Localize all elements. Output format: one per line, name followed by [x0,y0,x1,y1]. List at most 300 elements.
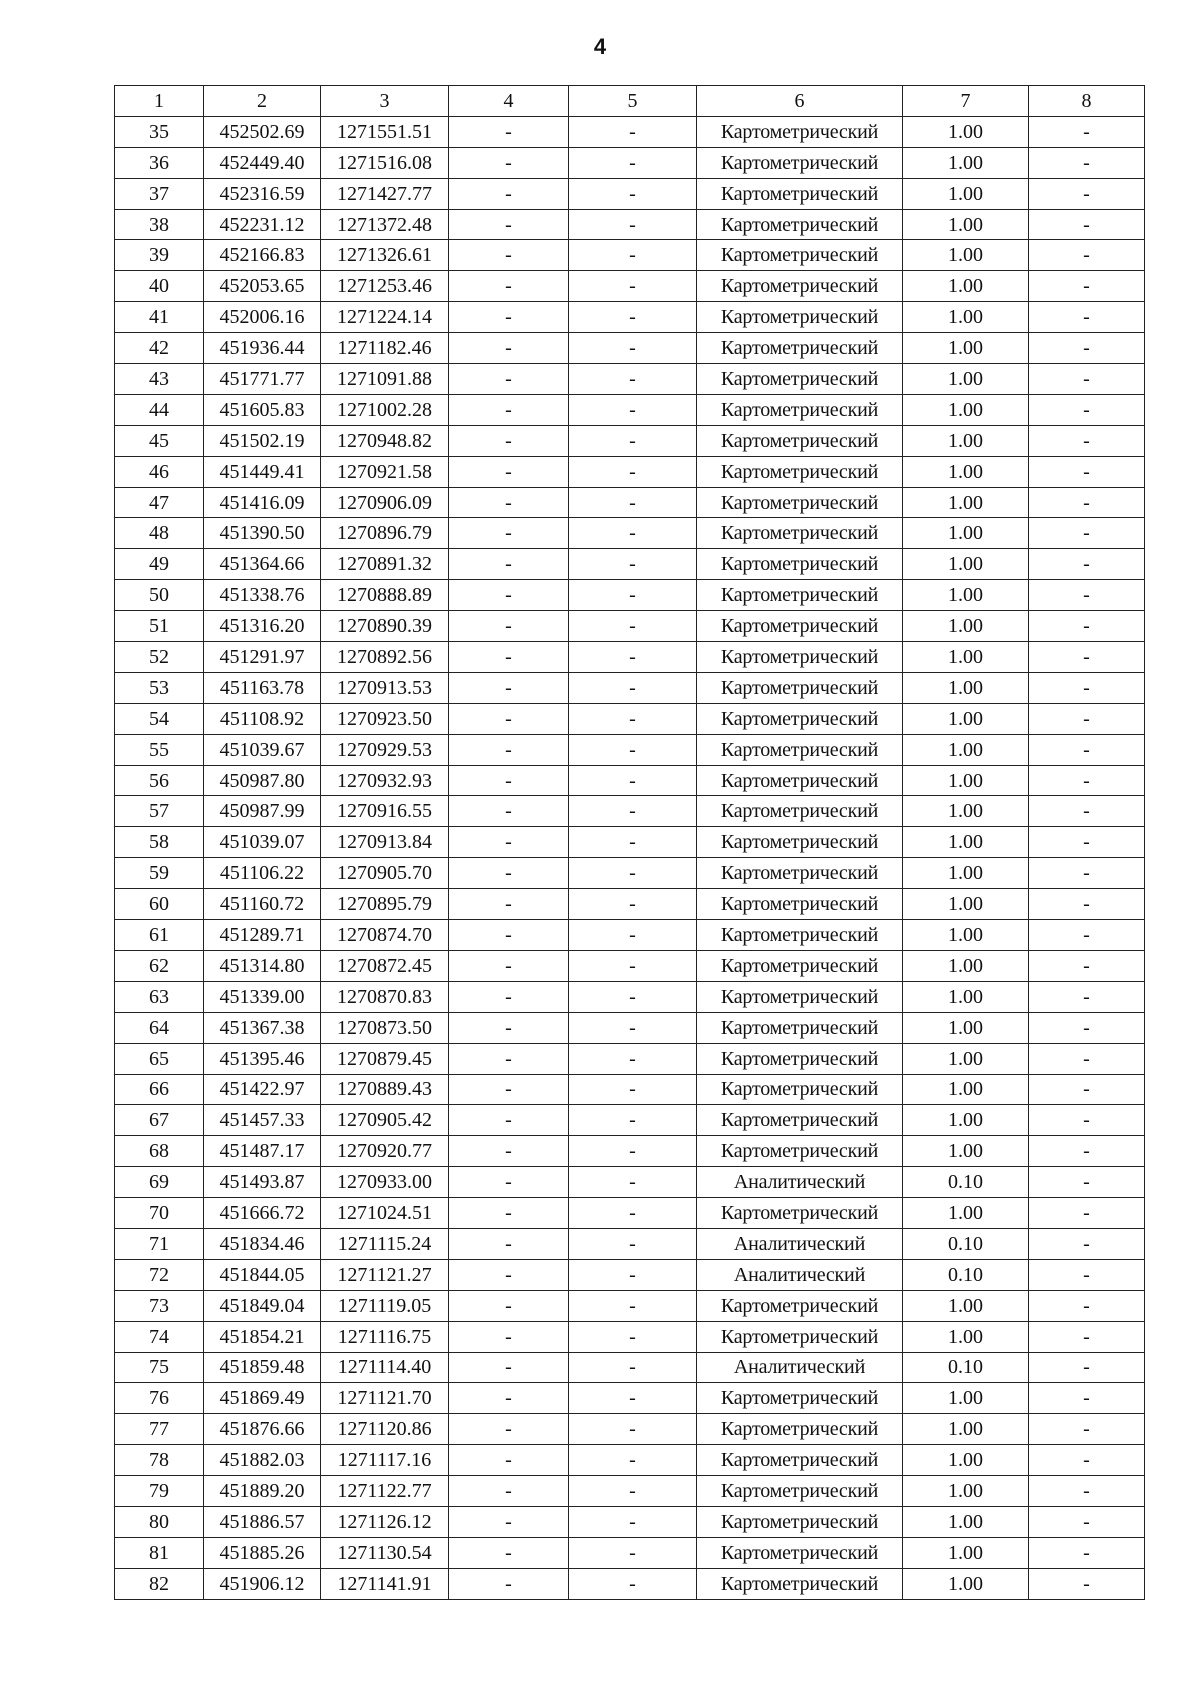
cell-accuracy: 1.00 [903,1012,1029,1043]
cell-method: Картометрический [697,549,903,580]
cell-col-5: - [569,1321,697,1352]
cell-col-8: - [1029,1537,1145,1568]
cell-accuracy: 1.00 [903,1537,1029,1568]
cell-method: Картометрический [697,642,903,673]
cell-method: Аналитический [697,1259,903,1290]
cell-accuracy: 1.00 [903,1074,1029,1105]
cell-point-number: 51 [115,611,204,642]
cell-method: Картометрический [697,950,903,981]
cell-point-number: 57 [115,796,204,827]
table-row [115,611,1145,642]
cell-accuracy: 1.00 [903,1383,1029,1414]
cell-accuracy: 1.00 [903,1105,1029,1136]
cell-x-coordinate: 451339.00 [204,981,321,1012]
table-row [115,425,1145,456]
cell-x-coordinate: 452166.83 [204,240,321,271]
cell-method: Картометрический [697,487,903,518]
cell-accuracy: 1.00 [903,827,1029,858]
cell-accuracy: 1.00 [903,1476,1029,1507]
cell-y-coordinate: 1270913.53 [321,672,449,703]
cell-col-5: - [569,611,697,642]
cell-y-coordinate: 1271551.51 [321,116,449,147]
cell-col-8: - [1029,209,1145,240]
table-row [115,1198,1145,1229]
cell-col-4: - [449,1228,569,1259]
table-row [115,889,1145,920]
table-row [115,1167,1145,1198]
cell-col-8: - [1029,1228,1145,1259]
cell-method: Картометрический [697,394,903,425]
cell-col-5: - [569,456,697,487]
cell-col-5: - [569,394,697,425]
cell-col-8: - [1029,765,1145,796]
cell-method: Картометрический [697,1476,903,1507]
cell-x-coordinate: 451449.41 [204,456,321,487]
cell-method: Картометрический [697,333,903,364]
cell-x-coordinate: 451886.57 [204,1506,321,1537]
cell-y-coordinate: 1271427.77 [321,178,449,209]
cell-col-4: - [449,1352,569,1383]
cell-y-coordinate: 1270921.58 [321,456,449,487]
cell-method: Аналитический [697,1228,903,1259]
cell-accuracy: 1.00 [903,302,1029,333]
table-row [115,642,1145,673]
table-row [115,116,1145,147]
cell-col-5: - [569,1167,697,1198]
cell-method: Картометрический [697,981,903,1012]
cell-col-5: - [569,1074,697,1105]
cell-accuracy: 1.00 [903,672,1029,703]
cell-y-coordinate: 1270916.55 [321,796,449,827]
cell-col-4: - [449,487,569,518]
cell-accuracy: 1.00 [903,642,1029,673]
cell-x-coordinate: 451395.46 [204,1043,321,1074]
cell-accuracy: 1.00 [903,240,1029,271]
table-row [115,487,1145,518]
cell-point-number: 73 [115,1290,204,1321]
cell-col-5: - [569,518,697,549]
cell-col-8: - [1029,240,1145,271]
cell-point-number: 61 [115,920,204,951]
cell-x-coordinate: 451314.80 [204,950,321,981]
cell-y-coordinate: 1271117.16 [321,1445,449,1476]
cell-col-4: - [449,271,569,302]
cell-col-4: - [449,240,569,271]
cell-col-4: - [449,1414,569,1445]
cell-y-coordinate: 1271141.91 [321,1568,449,1599]
cell-col-5: - [569,734,697,765]
cell-x-coordinate: 451416.09 [204,487,321,518]
table-row [115,1383,1145,1414]
cell-point-number: 67 [115,1105,204,1136]
cell-col-8: - [1029,734,1145,765]
cell-col-4: - [449,1136,569,1167]
cell-point-number: 82 [115,1568,204,1599]
cell-y-coordinate: 1270920.77 [321,1136,449,1167]
cell-col-4: - [449,920,569,951]
table-row [115,209,1145,240]
cell-y-coordinate: 1270923.50 [321,703,449,734]
cell-accuracy: 1.00 [903,1290,1029,1321]
cell-point-number: 54 [115,703,204,734]
cell-col-5: - [569,920,697,951]
table-row [115,333,1145,364]
cell-point-number: 77 [115,1414,204,1445]
cell-x-coordinate: 451163.78 [204,672,321,703]
cell-accuracy: 1.00 [903,116,1029,147]
cell-x-coordinate: 450987.99 [204,796,321,827]
table-row [115,1445,1145,1476]
cell-col-5: - [569,425,697,456]
cell-point-number: 50 [115,580,204,611]
cell-accuracy: 1.00 [903,1506,1029,1537]
cell-method: Картометрический [697,518,903,549]
cell-col-5: - [569,487,697,518]
cell-col-4: - [449,209,569,240]
cell-col-4: - [449,889,569,920]
cell-col-8: - [1029,889,1145,920]
cell-method: Картометрический [697,672,903,703]
cell-col-5: - [569,765,697,796]
cell-point-number: 39 [115,240,204,271]
table-row [115,1012,1145,1043]
cell-col-5: - [569,1568,697,1599]
cell-x-coordinate: 451457.33 [204,1105,321,1136]
cell-x-coordinate: 451338.76 [204,580,321,611]
cell-x-coordinate: 451849.04 [204,1290,321,1321]
cell-method: Картометрический [697,1414,903,1445]
cell-y-coordinate: 1270891.32 [321,549,449,580]
cell-x-coordinate: 451291.97 [204,642,321,673]
cell-col-4: - [449,1476,569,1507]
cell-col-5: - [569,1383,697,1414]
cell-accuracy: 1.00 [903,580,1029,611]
cell-accuracy: 1.00 [903,734,1029,765]
cell-col-8: - [1029,302,1145,333]
cell-y-coordinate: 1270873.50 [321,1012,449,1043]
cell-y-coordinate: 1271372.48 [321,209,449,240]
cell-x-coordinate: 452231.12 [204,209,321,240]
cell-y-coordinate: 1271121.27 [321,1259,449,1290]
cell-point-number: 70 [115,1198,204,1229]
cell-col-5: - [569,827,697,858]
table-row [115,672,1145,703]
table-body [115,116,1145,1599]
cell-x-coordinate: 452502.69 [204,116,321,147]
cell-method: Картометрический [697,889,903,920]
cell-col-8: - [1029,1506,1145,1537]
cell-col-5: - [569,1228,697,1259]
cell-method: Картометрический [697,703,903,734]
cell-accuracy: 1.00 [903,703,1029,734]
cell-col-8: - [1029,796,1145,827]
table-row [115,827,1145,858]
cell-col-4: - [449,1105,569,1136]
cell-x-coordinate: 451316.20 [204,611,321,642]
cell-col-8: - [1029,950,1145,981]
cell-col-4: - [449,1537,569,1568]
cell-col-8: - [1029,549,1145,580]
cell-point-number: 58 [115,827,204,858]
cell-col-4: - [449,425,569,456]
cell-accuracy: 0.10 [903,1352,1029,1383]
cell-col-4: - [449,549,569,580]
cell-col-8: - [1029,981,1145,1012]
cell-x-coordinate: 451502.19 [204,425,321,456]
cell-x-coordinate: 451108.92 [204,703,321,734]
cell-point-number: 69 [115,1167,204,1198]
cell-method: Картометрический [697,796,903,827]
cell-col-8: - [1029,1136,1145,1167]
cell-accuracy: 1.00 [903,209,1029,240]
cell-col-5: - [569,580,697,611]
cell-point-number: 78 [115,1445,204,1476]
cell-point-number: 79 [115,1476,204,1507]
cell-point-number: 53 [115,672,204,703]
cell-method: Картометрический [697,1445,903,1476]
cell-x-coordinate: 451666.72 [204,1198,321,1229]
cell-x-coordinate: 451889.20 [204,1476,321,1507]
cell-col-8: - [1029,827,1145,858]
cell-y-coordinate: 1270906.09 [321,487,449,518]
cell-point-number: 40 [115,271,204,302]
cell-col-8: - [1029,642,1145,673]
cell-col-4: - [449,1167,569,1198]
cell-accuracy: 1.00 [903,765,1029,796]
table-row [115,456,1145,487]
cell-accuracy: 1.00 [903,1043,1029,1074]
cell-col-4: - [449,1568,569,1599]
cell-method: Картометрический [697,580,903,611]
cell-col-5: - [569,1352,697,1383]
table-row [115,703,1145,734]
cell-col-4: - [449,1506,569,1537]
cell-col-4: - [449,333,569,364]
cell-point-number: 55 [115,734,204,765]
table-row [115,981,1145,1012]
header-cell-2: 2 [204,86,321,117]
cell-col-4: - [449,765,569,796]
cell-y-coordinate: 1271024.51 [321,1198,449,1229]
cell-col-5: - [569,950,697,981]
cell-x-coordinate: 451834.46 [204,1228,321,1259]
cell-col-4: - [449,950,569,981]
cell-accuracy: 1.00 [903,456,1029,487]
cell-col-5: - [569,981,697,1012]
cell-col-5: - [569,642,697,673]
table-row [115,1414,1145,1445]
cell-col-5: - [569,1506,697,1537]
cell-col-5: - [569,1012,697,1043]
cell-y-coordinate: 1270879.45 [321,1043,449,1074]
cell-accuracy: 1.00 [903,1414,1029,1445]
cell-y-coordinate: 1271326.61 [321,240,449,271]
cell-y-coordinate: 1270890.39 [321,611,449,642]
cell-x-coordinate: 451039.07 [204,827,321,858]
cell-x-coordinate: 451771.77 [204,364,321,395]
cell-col-5: - [569,889,697,920]
table-row [115,1321,1145,1352]
header-cell-3: 3 [321,86,449,117]
cell-col-8: - [1029,1290,1145,1321]
cell-accuracy: 0.10 [903,1259,1029,1290]
cell-x-coordinate: 451364.66 [204,549,321,580]
table-row [115,518,1145,549]
cell-col-8: - [1029,1383,1145,1414]
cell-y-coordinate: 1271115.24 [321,1228,449,1259]
cell-col-8: - [1029,394,1145,425]
cell-point-number: 49 [115,549,204,580]
cell-method: Картометрический [697,1506,903,1537]
cell-x-coordinate: 451876.66 [204,1414,321,1445]
table-row [115,394,1145,425]
cell-x-coordinate: 451390.50 [204,518,321,549]
cell-col-5: - [569,1043,697,1074]
cell-accuracy: 1.00 [903,333,1029,364]
cell-point-number: 65 [115,1043,204,1074]
cell-col-4: - [449,703,569,734]
cell-accuracy: 1.00 [903,1198,1029,1229]
cell-col-5: - [569,796,697,827]
cell-x-coordinate: 450987.80 [204,765,321,796]
cell-point-number: 43 [115,364,204,395]
cell-y-coordinate: 1270895.79 [321,889,449,920]
cell-x-coordinate: 452449.40 [204,147,321,178]
table-row [115,1074,1145,1105]
cell-col-4: - [449,1321,569,1352]
cell-point-number: 80 [115,1506,204,1537]
cell-accuracy: 1.00 [903,950,1029,981]
cell-col-4: - [449,364,569,395]
table-row [115,858,1145,889]
cell-x-coordinate: 451422.97 [204,1074,321,1105]
table-row [115,734,1145,765]
cell-point-number: 47 [115,487,204,518]
cell-x-coordinate: 451106.22 [204,858,321,889]
cell-accuracy: 1.00 [903,796,1029,827]
cell-y-coordinate: 1271126.12 [321,1506,449,1537]
cell-y-coordinate: 1271116.75 [321,1321,449,1352]
table-row [115,178,1145,209]
cell-y-coordinate: 1270933.00 [321,1167,449,1198]
cell-y-coordinate: 1271224.14 [321,302,449,333]
cell-method: Картометрический [697,1012,903,1043]
coordinates-table [114,85,1145,1600]
cell-accuracy: 1.00 [903,920,1029,951]
cell-col-8: - [1029,1105,1145,1136]
cell-y-coordinate: 1270905.70 [321,858,449,889]
header-cell-5: 5 [569,86,697,117]
cell-accuracy: 1.00 [903,889,1029,920]
cell-col-4: - [449,178,569,209]
cell-col-5: - [569,1414,697,1445]
cell-method: Картометрический [697,1383,903,1414]
cell-accuracy: 1.00 [903,425,1029,456]
cell-method: Картометрический [697,1043,903,1074]
cell-y-coordinate: 1270932.93 [321,765,449,796]
cell-col-4: - [449,456,569,487]
table-header-row [115,86,1145,117]
cell-point-number: 66 [115,1074,204,1105]
cell-col-5: - [569,1198,697,1229]
cell-col-8: - [1029,1476,1145,1507]
cell-x-coordinate: 451906.12 [204,1568,321,1599]
cell-col-8: - [1029,580,1145,611]
table-row [115,1568,1145,1599]
cell-point-number: 60 [115,889,204,920]
cell-y-coordinate: 1271091.88 [321,364,449,395]
cell-point-number: 72 [115,1259,204,1290]
cell-point-number: 37 [115,178,204,209]
table-row [115,580,1145,611]
cell-accuracy: 0.10 [903,1228,1029,1259]
table-row [115,1476,1145,1507]
cell-col-4: - [449,116,569,147]
cell-col-4: - [449,1383,569,1414]
cell-col-8: - [1029,425,1145,456]
table-row [115,1259,1145,1290]
cell-method: Аналитический [697,1352,903,1383]
cell-method: Картометрический [697,302,903,333]
cell-y-coordinate: 1271120.86 [321,1414,449,1445]
cell-col-4: - [449,1290,569,1321]
cell-y-coordinate: 1271130.54 [321,1537,449,1568]
cell-col-4: - [449,1259,569,1290]
table-row [115,1043,1145,1074]
cell-col-4: - [449,981,569,1012]
cell-col-8: - [1029,1352,1145,1383]
cell-col-5: - [569,333,697,364]
cell-col-8: - [1029,271,1145,302]
cell-col-4: - [449,1074,569,1105]
cell-y-coordinate: 1271121.70 [321,1383,449,1414]
cell-accuracy: 1.00 [903,1321,1029,1352]
cell-point-number: 76 [115,1383,204,1414]
cell-accuracy: 1.00 [903,1136,1029,1167]
cell-accuracy: 1.00 [903,858,1029,889]
cell-method: Картометрический [697,1290,903,1321]
cell-method: Картометрический [697,611,903,642]
cell-col-8: - [1029,672,1145,703]
cell-point-number: 41 [115,302,204,333]
cell-y-coordinate: 1270896.79 [321,518,449,549]
cell-accuracy: 1.00 [903,1445,1029,1476]
cell-point-number: 52 [115,642,204,673]
cell-y-coordinate: 1271002.28 [321,394,449,425]
cell-accuracy: 1.00 [903,364,1029,395]
cell-y-coordinate: 1271119.05 [321,1290,449,1321]
cell-point-number: 38 [115,209,204,240]
cell-col-5: - [569,1105,697,1136]
cell-x-coordinate: 452053.65 [204,271,321,302]
cell-y-coordinate: 1270929.53 [321,734,449,765]
cell-accuracy: 0.10 [903,1167,1029,1198]
cell-accuracy: 1.00 [903,178,1029,209]
table-row [115,1290,1145,1321]
cell-point-number: 59 [115,858,204,889]
cell-accuracy: 1.00 [903,549,1029,580]
cell-col-5: - [569,1259,697,1290]
cell-point-number: 35 [115,116,204,147]
cell-point-number: 36 [115,147,204,178]
cell-x-coordinate: 451885.26 [204,1537,321,1568]
cell-col-5: - [569,302,697,333]
table-row [115,549,1145,580]
cell-col-5: - [569,1290,697,1321]
cell-method: Картометрический [697,1568,903,1599]
cell-col-5: - [569,209,697,240]
cell-y-coordinate: 1271182.46 [321,333,449,364]
